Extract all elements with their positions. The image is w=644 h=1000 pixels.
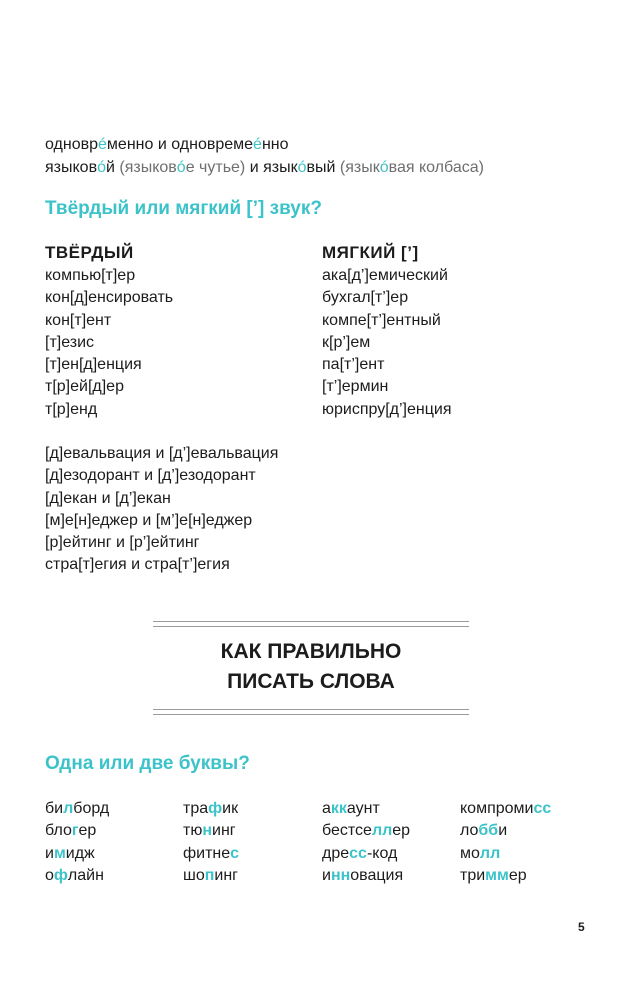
- intro-line2-segment: (языков: [119, 159, 177, 176]
- intro-line2-segment: й: [105, 159, 120, 176]
- both-variant-word: стра[т]егия и стра[т’]егия: [45, 556, 230, 574]
- soft-word: к[р’]ем: [322, 333, 371, 351]
- letters-word: офлайн: [45, 866, 104, 884]
- both-variant-word: [р]ейтинг и [р’]ейтинг: [45, 534, 200, 552]
- intro-line2-segment: вая колбаса): [388, 159, 484, 176]
- letters-word: молл: [460, 844, 501, 862]
- letters-word: тюнинг: [183, 822, 236, 840]
- both-variant-word: [д]евальвация и [д’]евальвация: [45, 445, 279, 462]
- letters-word: лобби: [460, 822, 508, 840]
- intro-line1-segment: é: [253, 136, 262, 153]
- intro-line-1: [45, 134, 289, 156]
- intro-line1-segment: нно: [261, 136, 289, 153]
- letters-column-1: [45, 798, 109, 887]
- letters-word: фитнес: [183, 844, 240, 862]
- intro-line2-segment: ó: [97, 159, 106, 176]
- letters-word: аккаунт: [322, 800, 380, 817]
- soft-word: [т’]ермин: [322, 378, 389, 396]
- hard-word: компью[т]ер: [45, 267, 136, 284]
- page-number: 5: [578, 920, 585, 934]
- letters-heading: Одна или две буквы?: [45, 753, 250, 774]
- intro-line2-segment: и язык: [245, 159, 298, 176]
- letters-word: бестселлер: [322, 822, 411, 840]
- hard-list: [45, 265, 173, 421]
- letters-column-4: [460, 798, 551, 887]
- intro-line-2: [45, 157, 484, 179]
- letters-word: трафик: [183, 800, 239, 817]
- intro-line2-segment: языков: [45, 159, 98, 176]
- letters-word: компромисс: [460, 800, 552, 817]
- soft-word: компе[т’]ентный: [322, 311, 441, 329]
- hard-word: [т]ен[д]енция: [45, 356, 142, 374]
- letters-word: шопинг: [183, 866, 239, 884]
- hard-word: кон[д]енсировать: [45, 289, 174, 307]
- intro-line2-segment: (язык: [339, 159, 380, 176]
- soft-column: [322, 243, 452, 421]
- intro-line2-segment: ó: [297, 159, 307, 176]
- letters-word: блогер: [45, 822, 97, 840]
- intro-line1-segment: одновр: [45, 136, 99, 153]
- both-variant-word: [д]екан и [д’]екан: [45, 489, 171, 507]
- intro-line2-segment: е чутье): [185, 159, 246, 176]
- section-rule-bottom: [153, 709, 469, 715]
- hard-soft-heading: Твёрдый или мягкий [’] звук?: [45, 198, 322, 219]
- hard-word: [т]езис: [45, 333, 95, 351]
- letters-column-3: [322, 798, 410, 887]
- soft-word: бухгал[т’]ер: [322, 289, 409, 307]
- both-variant-word: [д]езодорант и [д’]езодорант: [45, 467, 256, 485]
- soft-list: [322, 265, 452, 421]
- soft-column-title: МЯГКИЙ [’]: [322, 243, 419, 262]
- hard-column: [45, 243, 173, 421]
- soft-word: ака[д’]емический: [322, 267, 448, 284]
- both-variants-list: [45, 443, 278, 577]
- soft-word: юриспру[д’]енция: [322, 400, 452, 418]
- intro-line2-segment: ó: [379, 159, 389, 176]
- both-variant-word: [м]е[н]еджер и [м’]е[н]еджер: [45, 511, 253, 529]
- hard-word: т[р]ей[д]ер: [45, 378, 124, 396]
- letters-word: триммер: [460, 866, 527, 884]
- letters-column-2: [183, 798, 239, 887]
- hard-word: т[р]енд: [45, 400, 98, 418]
- letters-word: билборд: [45, 800, 110, 817]
- intro-line2-segment: вый: [306, 159, 340, 176]
- intro-line1-segment: é: [98, 136, 107, 153]
- hard-word: кон[т]ент: [45, 311, 112, 329]
- soft-word: па[т’]ент: [322, 356, 385, 374]
- letters-word: инновация: [322, 866, 404, 884]
- section-title-line-2: ПИСАТЬ СЛОВА: [227, 670, 395, 693]
- section-rule-top: [153, 621, 469, 627]
- hard-column-title: ТВЁРДЫЙ: [45, 243, 134, 262]
- letters-word: дресс-код: [322, 844, 398, 862]
- section-title-line-1: КАК ПРАВИЛЬНО: [220, 640, 402, 663]
- letters-word: имидж: [45, 844, 95, 862]
- intro-line1-segment: менно и одновреме: [106, 136, 254, 153]
- intro-line2-segment: ó: [176, 159, 186, 176]
